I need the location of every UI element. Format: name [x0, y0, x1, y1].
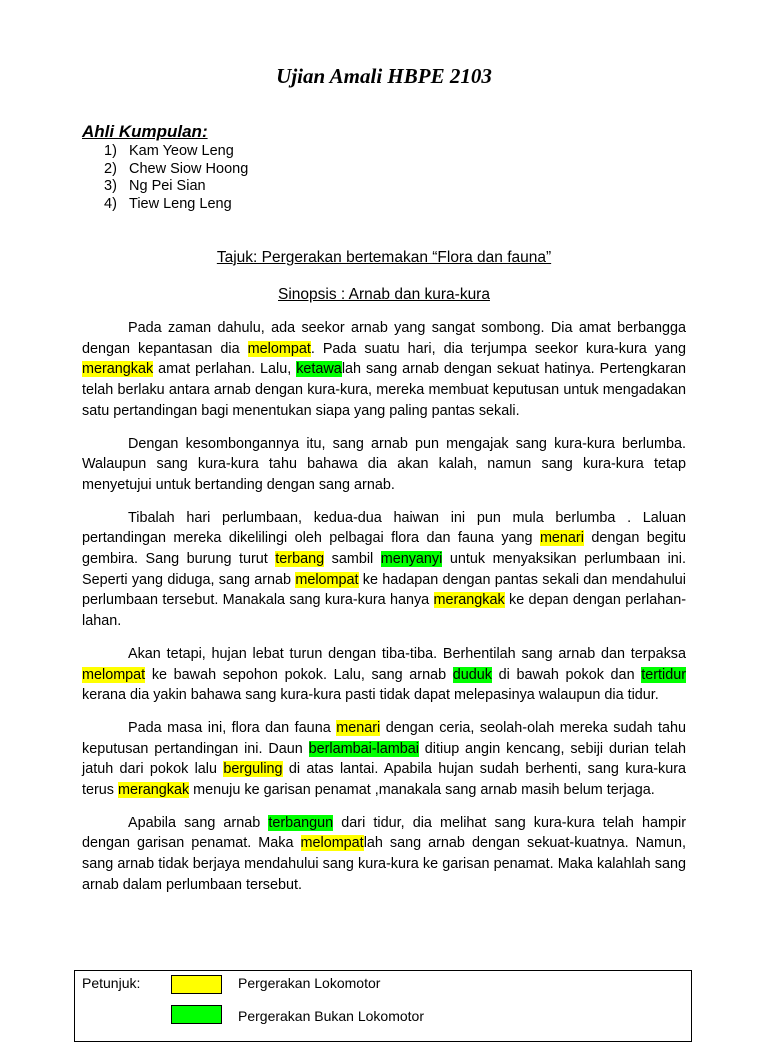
story-text: Akan tetapi, hujan lebat turun dengan tiba-tiba. Berhentilah sang arnab dan terpaksa — [128, 645, 686, 662]
story-text: ke hadapan dengan pantas sekali dan mendahului perlumbaan tersebut. Manakala sang kura-kura hanya — [82, 571, 686, 609]
member-item — [104, 178, 248, 196]
legend-text-bukan-lokomotor: Pergerakan Bukan Lokomotor — [238, 1008, 424, 1024]
story-text: lah sang arnab dengan sekuat hatinya. Pertengkaran telah berlaku antara arnab dengan kura-kura, mereka membuat keputusan untuk mengadakan satu pertandingan bagi menentukan siapa yang paling pantas sekali. — [82, 361, 686, 419]
member-number: 4) — [104, 196, 117, 213]
highlight-lokomotor: melompat — [82, 666, 146, 683]
member-number: 1) — [104, 143, 117, 159]
highlight-lokomotor: melompat — [295, 571, 359, 588]
story-paragraph — [82, 318, 686, 422]
member-name: Ng Pei Sian — [129, 178, 206, 195]
highlight-bukan-lokomotor: berlambai-lambai — [308, 740, 419, 757]
story-text: dengan begitu gembira. Sang burung turut — [82, 530, 686, 568]
members-heading: Ahli Kumpulan: — [82, 122, 208, 141]
member-item — [104, 161, 248, 179]
story-text: Pada masa ini, flora dan fauna — [128, 719, 337, 736]
story-text: untuk menyaksikan perlumbaan ini. Seperti yang diduga, sang arnab — [82, 551, 686, 588]
highlight-bukan-lokomotor: duduk — [452, 666, 492, 683]
legend-label: Petunjuk: — [82, 975, 141, 991]
story-text: Pada zaman dahulu, ada seekor arnab yang sangat sombong. Dia amat berbangga dengan kepantasan dia — [82, 320, 686, 357]
member-name: Tiew Leng Leng — [129, 196, 232, 213]
story-text: Tibalah hari perlumbaan, kedua-dua haiwan ini pun mula berlumba . Laluan pertandingan mereka dikelilingi oleh pelbagai flora dan fauna yang — [82, 509, 686, 547]
story-paragraph — [82, 644, 686, 706]
highlight-lokomotor: melompat — [247, 340, 311, 357]
story-paragraph — [82, 508, 686, 632]
highlight-bukan-lokomotor: tertidur — [641, 666, 687, 683]
story-text: kerana dia yakin bahawa sang kura-kura pasti tidak dapat melepasinya walaupun dia tidur. — [82, 687, 659, 704]
story-text: di bawah pokok dan — [491, 666, 642, 683]
story-text: ke depan dengan perlahan-lahan. — [82, 592, 686, 630]
story-text: dengan ceria, seolah-olah mereka sudah tahu keputusan pertandingan ini. Daun — [82, 719, 687, 757]
story-text: . Pada suatu hari, dia terjumpa seekor kura-kura yang — [310, 340, 686, 357]
story-text: amat perlahan. Lalu, — [153, 361, 297, 378]
document-title: Ujian Amali HBPE 2103 — [276, 64, 492, 88]
highlight-lokomotor: berguling — [223, 761, 283, 778]
story-paragraph — [82, 813, 686, 896]
story-text: dari tidur, dia melihat sang kura-kura telah hampir dengan garisan penamat. Maka — [82, 814, 686, 852]
story-text: Dengan kesombongannya itu, sang arnab pun mengajak sang kura-kura berlumba. Walaupun sang kura-kura tahu bahawa dia akan kalah, namun sang kura-kura tetap menyetujui untuk bertanding dengan sang arnab. — [82, 435, 686, 493]
highlight-bukan-lokomotor: menyanyi — [380, 551, 443, 568]
member-item — [104, 143, 248, 161]
highlight-bukan-lokomotor: terbangun — [268, 814, 334, 831]
tajuk-heading: Tajuk: Pergerakan bertemakan “Flora dan fauna” — [216, 249, 552, 266]
member-number: 3) — [104, 178, 117, 195]
member-name: Chew Siow Hoong — [129, 160, 249, 177]
story-text: lah sang arnab dengan sekuat-kuatnya. Namun, sang arnab tidak berjaya mendahului sang kura-kura ke garisan penamat. Maka kalahlah sang arnab dalam perlumbaan tersebut. — [82, 835, 686, 893]
member-number: 2) — [104, 160, 117, 177]
story-text: sambil — [324, 551, 381, 568]
story-text: menuju ke garisan penamat ,manakala sang arnab masih belum terjaga. — [189, 782, 655, 799]
highlight-lokomotor: terbang — [275, 551, 325, 568]
highlight-lokomotor: merangkak — [82, 361, 154, 378]
story-text: ditiup angin kencang, sebiji durian telah jatuh dari pokok lalu — [82, 740, 687, 778]
story-paragraph — [82, 434, 686, 496]
sinopsis-heading: Sinopsis : Arnab dan kura-kura — [278, 286, 490, 303]
member-name: Kam Yeow Leng — [129, 143, 234, 159]
highlight-lokomotor: merangkak — [118, 782, 190, 799]
member-list — [104, 143, 248, 214]
legend-box — [74, 970, 692, 1042]
highlight-lokomotor: merangkak — [433, 592, 505, 609]
story-paragraph — [82, 718, 686, 801]
legend-text-lokomotor: Pergerakan Lokomotor — [238, 975, 381, 991]
member-item — [104, 196, 248, 214]
story-text: Apabila sang arnab — [128, 814, 269, 831]
legend-swatch-bukan-lokomotor — [171, 1005, 222, 1024]
story-text: ke bawah sepohon pokok. Lalu, sang arnab — [145, 666, 453, 683]
legend-swatch-lokomotor — [171, 975, 222, 994]
story-body — [82, 318, 686, 908]
highlight-lokomotor: melompat — [300, 835, 364, 852]
highlight-lokomotor: menari — [539, 530, 584, 547]
highlight-bukan-lokomotor: ketawa — [296, 361, 342, 378]
highlight-lokomotor: menari — [336, 719, 381, 736]
story-text: di atas lantai. Apabila hujan sudah berhenti, sang kura-kura terus — [82, 761, 686, 799]
